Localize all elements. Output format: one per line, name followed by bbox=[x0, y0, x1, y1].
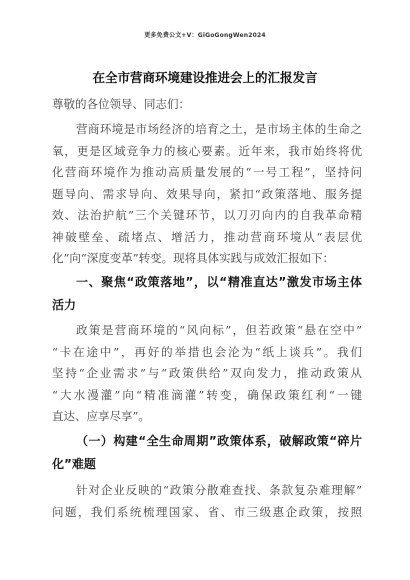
paragraph-line: 政策是营商环境的“风向标”，但若政策“悬在空中” bbox=[76, 323, 362, 337]
paragraph-line: 效、法治护航”三个关键环节，以刀刃向内的自我革命精 bbox=[52, 208, 362, 222]
paragraph-line: 问题，我们系统梳理国家、省、市三级惠企政策，按照 bbox=[52, 504, 362, 519]
page-title: 在全市营商环境建设推进会上的汇报发言 bbox=[92, 70, 318, 85]
section-heading-1 bbox=[52, 271, 362, 317]
paragraph-line: 题导向、需求导向、效果导向，紧扣“政策落地、服务提 bbox=[52, 186, 362, 201]
paragraph-line: 化”向“深度变革”转变。现将具体实践与成效汇报如下： bbox=[52, 251, 335, 265]
header-note: 更多免费公文+V：GiGoGongWen2024 bbox=[144, 32, 266, 39]
heading-line: （一）构建“全生命周期”政策体系，破解政策“碎片 bbox=[76, 434, 362, 448]
heading-line: 活力 bbox=[52, 298, 77, 312]
paragraph-policy bbox=[52, 320, 362, 428]
heading-line: 一、聚焦“政策落地”，以“精准直达”激发市场主体 bbox=[76, 275, 362, 289]
section-heading-2 bbox=[52, 430, 362, 476]
salutation: 尊敬的各位领导、同志们： bbox=[52, 97, 190, 111]
paragraph-line: “卡在途中”，再好的举措也会沦为“纸上谈兵”。我们 bbox=[52, 344, 362, 359]
paragraph-line: 神破壁垒、疏堵点、增活力，推动营商环境从“表层优 bbox=[52, 229, 362, 244]
paragraph-line: 坚持“企业需求”与“政策供给”双向发力，推动政策从 bbox=[52, 366, 362, 380]
paragraph-line: “大水漫灌”向“精准滴灌”转变，确保政策红利“一键 bbox=[52, 387, 362, 402]
heading-line: 化”难题 bbox=[52, 457, 96, 471]
paragraph-system bbox=[52, 480, 362, 523]
paragraph-line: 直达、应享尽享”。 bbox=[52, 409, 150, 423]
paragraph-intro bbox=[52, 119, 362, 270]
paragraph-line: 营商环境是市场经济的培育之土，是市场主体的生命之 bbox=[76, 122, 362, 136]
paragraph-line: 氧，更是区域竞争力的核心要素。近年来，我市始终将优 bbox=[52, 143, 362, 158]
paragraph-line: 化营商环境作为推动高质量发展的“一号工程”，坚持问 bbox=[52, 165, 362, 179]
paragraph-line: 针对企业反映的“政策分散难查找、条款复杂难理解” bbox=[76, 483, 362, 497]
